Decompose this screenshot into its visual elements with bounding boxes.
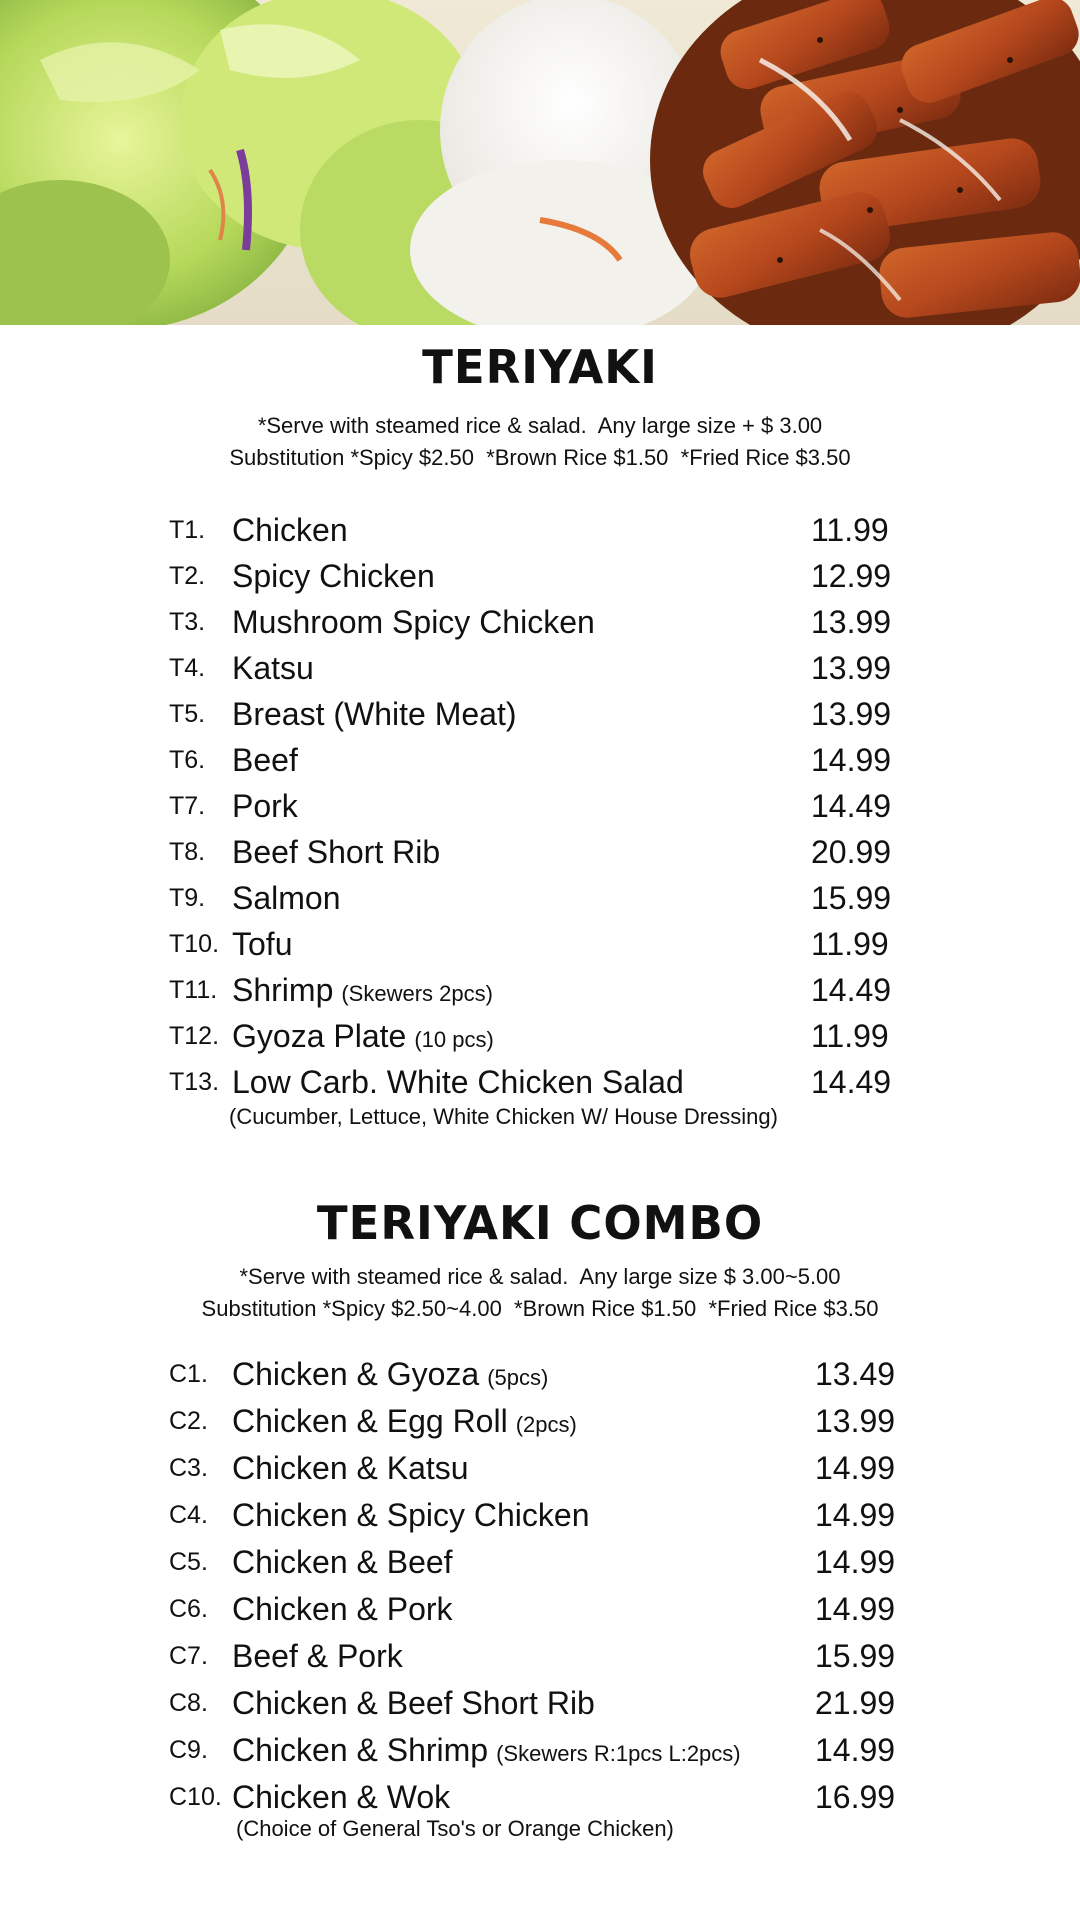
menu-item-row — [0, 967, 1080, 1013]
menu-item-row — [0, 1774, 1080, 1820]
menu-item-price: 14.49 — [811, 1064, 892, 1100]
menu-item-name-text: Chicken — [232, 512, 348, 548]
menu-item-name-text: Pork — [232, 788, 298, 824]
menu-item-name-text: Chicken & Katsu — [232, 1450, 469, 1486]
menu-item-price: 14.99 — [815, 1497, 896, 1533]
menu-item-code: C8. — [169, 1689, 208, 1717]
menu-item-code: T6. — [169, 746, 206, 774]
combo-note-line1: *Serve with steamed rice & salad. Any large size $ 3.00~5.00 — [239, 1264, 841, 1289]
teriyaki-title: TERIYAKI — [422, 340, 658, 394]
menu-item-price: 14.99 — [815, 1544, 896, 1580]
menu-item-name — [232, 829, 440, 875]
menu-item-code: T3. — [169, 608, 206, 636]
menu-item-name-text: Chicken & Spicy Chicken — [232, 1497, 590, 1533]
menu-item-row — [0, 1445, 1080, 1491]
menu-item-name — [232, 645, 314, 691]
menu-item-portion-note: (10 pcs) — [414, 1027, 494, 1052]
menu-item-name-text: Salmon — [232, 880, 341, 916]
menu-item-name-text: Beef — [232, 742, 298, 778]
menu-item-code: T8. — [169, 838, 206, 866]
menu-item-name-text: Chicken & Pork — [232, 1591, 453, 1627]
menu-item-row — [0, 599, 1080, 645]
menu-item-code: T9. — [169, 884, 206, 912]
menu-item-price: 14.99 — [811, 742, 892, 778]
menu-item-row — [0, 645, 1080, 691]
menu-item-price: 15.99 — [815, 1638, 896, 1674]
menu-item-price: 14.99 — [815, 1591, 896, 1627]
menu-item-name-text: Beef Short Rib — [232, 834, 441, 870]
menu-item-row — [0, 691, 1080, 737]
menu-item-code: T2. — [169, 562, 206, 590]
menu-item-row — [0, 737, 1080, 783]
c10-description: (Choice of General Tso's or Orange Chicken) — [236, 1816, 674, 1841]
menu-item-price: 11.99 — [811, 1018, 889, 1054]
combo-note-line2: Substitution *Spicy $2.50~4.00 *Brown Rice $1.50 *Fried Rice $3.50 — [201, 1296, 879, 1321]
menu-item-code: T7. — [169, 792, 206, 820]
menu-item-row — [0, 1351, 1080, 1397]
menu-item-name — [232, 875, 341, 921]
menu-item-price: 11.99 — [811, 926, 889, 962]
menu-item-name — [232, 1774, 450, 1820]
menu-item-name — [232, 599, 595, 645]
menu-item-name — [232, 783, 298, 829]
menu-item-name-text: Spicy Chicken — [232, 558, 435, 594]
menu-item-name — [232, 1586, 453, 1632]
teriyaki-note-line2: Substitution *Spicy $2.50 *Brown Rice $1.50 *Fried Rice $3.50 — [229, 445, 851, 470]
menu-item-name-text: Shrimp — [232, 972, 334, 1008]
menu-item-name — [232, 1680, 595, 1726]
menu-item-price: 12.99 — [811, 558, 892, 594]
menu-item-price: 13.99 — [815, 1403, 896, 1439]
menu-item-row — [0, 1633, 1080, 1679]
menu-item-row — [0, 1013, 1080, 1059]
menu-item-name-text: Gyoza Plate — [232, 1018, 407, 1054]
menu-item-price: 14.49 — [811, 788, 892, 824]
menu-item-price: 14.49 — [811, 972, 892, 1008]
teriyaki-note-line1: *Serve with steamed rice & salad. Any large size + $ 3.00 — [257, 413, 823, 438]
menu-item-price: 21.99 — [815, 1685, 896, 1721]
menu-item-name-text: Chicken & Egg Roll — [232, 1403, 508, 1439]
menu-item-name — [232, 1492, 589, 1538]
menu-item-row — [0, 1727, 1080, 1773]
menu-item-row — [0, 829, 1080, 875]
menu-item-price: 16.99 — [815, 1779, 896, 1815]
menu-item-name — [232, 967, 493, 1017]
menu-item-row — [0, 1492, 1080, 1538]
menu-item-row — [0, 507, 1080, 553]
menu-item-code: T11. — [169, 976, 218, 1004]
menu-item-price: 13.99 — [811, 604, 892, 640]
menu-item-price: 11.99 — [811, 512, 889, 548]
menu-item-name — [232, 553, 435, 599]
menu-item-code: T10. — [169, 930, 220, 958]
menu-item-name-text: Tofu — [232, 926, 293, 962]
menu-item-price: 15.99 — [811, 880, 892, 916]
menu-item-code: C7. — [169, 1642, 208, 1670]
menu-item-name-text: Breast (White Meat) — [232, 696, 517, 732]
menu-item-name — [232, 1351, 548, 1401]
menu-item-code: T5. — [169, 700, 206, 728]
menu-item-name-text: Low Carb. White Chicken Salad — [232, 1064, 684, 1100]
menu-item-name-text: Chicken & Shrimp — [232, 1732, 489, 1768]
menu-item-row — [0, 553, 1080, 599]
menu-item-code: T1. — [169, 516, 206, 544]
menu-item-name — [232, 737, 298, 783]
teriyaki-combo-title: TERIYAKI COMBO — [316, 1196, 764, 1250]
menu-item-code: T4. — [169, 654, 206, 682]
menu-item-row — [0, 1059, 1080, 1105]
hero-food-photo — [0, 0, 1080, 325]
menu-item-name — [232, 1059, 684, 1105]
menu-item-portion-note: (5pcs) — [487, 1365, 549, 1390]
menu-item-price: 14.99 — [815, 1732, 896, 1768]
menu-item-code: C10. — [169, 1783, 222, 1811]
menu-item-row — [0, 921, 1080, 967]
menu-item-name — [232, 1013, 494, 1063]
menu-item-name-text: Chicken & Beef — [232, 1544, 453, 1580]
menu-item-name-text: Chicken & Beef Short Rib — [232, 1685, 595, 1721]
menu-item-row — [0, 783, 1080, 829]
menu-item-row — [0, 1539, 1080, 1585]
menu-item-name — [232, 1398, 577, 1448]
menu-item-row — [0, 1586, 1080, 1632]
menu-item-price: 13.99 — [811, 650, 892, 686]
menu-item-name-text: Mushroom Spicy Chicken — [232, 604, 595, 640]
menu-item-price: 13.99 — [811, 696, 892, 732]
menu-item-name — [232, 1633, 403, 1679]
menu-item-price: 14.99 — [815, 1450, 896, 1486]
menu-item-name-text: Katsu — [232, 650, 314, 686]
menu-item-code: C1. — [169, 1360, 208, 1388]
menu-item-portion-note: (Skewers 2pcs) — [341, 981, 493, 1006]
menu-item-name — [232, 1727, 741, 1777]
menu-item-code: C9. — [169, 1736, 208, 1764]
menu-item-price: 13.49 — [815, 1356, 896, 1392]
t13-description: (Cucumber, Lettuce, White Chicken W/ House Dressing) — [229, 1104, 778, 1129]
menu-item-portion-note: (Skewers R:1pcs L:2pcs) — [496, 1741, 741, 1766]
menu-item-name — [232, 1539, 453, 1585]
menu-item-code: C3. — [169, 1454, 208, 1482]
menu-item-code: C4. — [169, 1501, 208, 1529]
menu-item-code: C2. — [169, 1407, 208, 1435]
menu-item-row — [0, 875, 1080, 921]
menu-item-portion-note: (2pcs) — [515, 1412, 577, 1437]
menu-item-name — [232, 691, 517, 737]
menu-item-price: 20.99 — [811, 834, 892, 870]
menu-item-name-text: Beef & Pork — [232, 1638, 403, 1674]
menu-item-name — [232, 921, 292, 967]
menu-item-name — [232, 1445, 469, 1491]
menu-item-row — [0, 1680, 1080, 1726]
menu-item-code: C5. — [169, 1548, 208, 1576]
menu-item-name — [232, 507, 348, 553]
menu-item-code: T12. — [169, 1022, 220, 1050]
food-illustration — [0, 0, 1080, 325]
menu-item-name-text: Chicken & Gyoza — [232, 1356, 480, 1392]
menu-item-name-text: Chicken & Wok — [232, 1779, 451, 1815]
menu-item-code: C6. — [169, 1595, 208, 1623]
menu-item-row — [0, 1398, 1080, 1444]
menu-item-code: T13. — [169, 1068, 220, 1096]
